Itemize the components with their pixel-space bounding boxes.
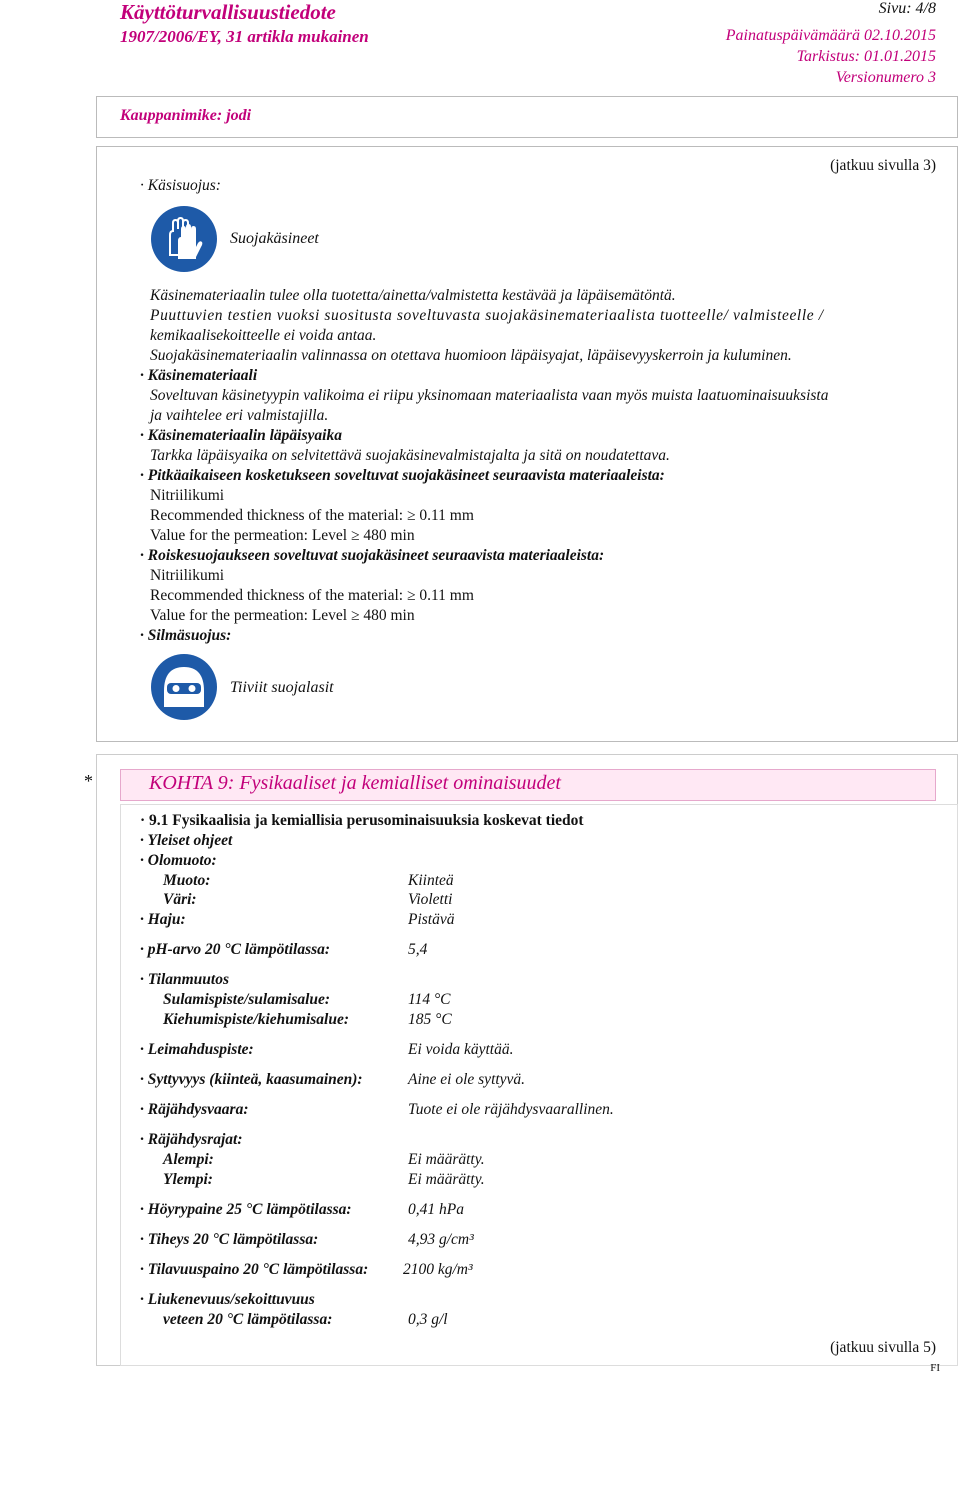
lower-limit-label: Alempi: — [163, 1151, 214, 1168]
section-9-header — [120, 769, 936, 801]
ph-label: · pH-arvo 20 °C lämpötilassa: — [140, 941, 331, 958]
splash-permeation: Value for the permeation: Level ≥ 480 min — [150, 607, 415, 624]
melting-point-label: Sulamispiste/sulamisalue: — [163, 991, 331, 1008]
long-contact-material: Nitriilikumi — [150, 487, 225, 504]
general-info-label: · Yleiset ohjeet — [140, 832, 233, 849]
explosion-hazard-value: Tuote ei ole räjähdysvaarallinen. — [408, 1101, 614, 1118]
form-label: Muoto: — [163, 872, 211, 889]
boiling-point-value: 185 °C — [408, 1011, 452, 1028]
document-title: Käyttöturvallisuustiedote — [120, 0, 336, 24]
water-solubility-value: 0,3 g/l — [408, 1311, 448, 1328]
hand-text-2a: Puuttuvien testien vuoksi suositusta soveltuvasta suojakäsinemateriaalista tuotteelle/ valmisteelle / — [150, 307, 824, 324]
flammability-label: · Syttyvyys (kiinteä, kaasumainen): — [140, 1071, 363, 1088]
splash-thickness: Recommended thickness of the material: ≥ 0.11 mm — [150, 587, 474, 604]
glove-material-label: · Käsinemateriaali — [140, 367, 258, 384]
density-value: 4,93 g/cm³ — [408, 1231, 474, 1248]
permeation-text: Tarkka läpäisyaika on selvitettävä suojakäsinevalmistajalta ja sitä on noudatettava. — [150, 447, 670, 464]
splash-label: · Roiskesuojaukseen soveltuvat suojakäsineet seuraavista materiaaleista: — [140, 547, 605, 564]
upper-limit-value: Ei määrätty. — [408, 1171, 485, 1188]
hand-text-1: Käsinemateriaalin tulee olla tuotetta/ainetta/valmistetta kestävää ja läpäisemätöntä. — [150, 287, 676, 304]
ph-value: 5,4 — [408, 941, 428, 958]
section-9-1-heading: · 9.1 Fysikaalisia ja kemiallisia perusominaisuuksia koskevat tiedot — [140, 812, 584, 829]
change-marker: * — [84, 771, 93, 791]
language-code: FI — [930, 1362, 940, 1374]
continued-from: (jatkuu sivulla 3) — [830, 157, 936, 174]
explosion-limits-label: · Räjähdysrajat: — [140, 1131, 243, 1148]
color-value: Violetti — [408, 891, 453, 908]
flash-point-value: Ei voida käyttää. — [408, 1041, 514, 1058]
continued-to: (jatkuu sivulla 5) — [830, 1339, 936, 1356]
section-9-title: KOHTA 9: Fysikaaliset ja kemialliset ominaisuudet — [149, 772, 561, 794]
boiling-point-label: Kiehumispiste/kiehumisalue: — [163, 1011, 350, 1028]
water-solubility-label: veteen 20 °C lämpötilassa: — [163, 1311, 333, 1328]
lower-limit-value: Ei määrätty. — [408, 1151, 485, 1168]
hand-text-3: Suojakäsinemateriaalin valinnassa on otettava huomioon läpäisyajat, läpäisevyyskerroin ja kuluminen. — [150, 347, 792, 364]
vapour-pressure-value: 0,41 hPa — [408, 1201, 464, 1218]
long-contact-label: · Pitkäaikaiseen kosketukseen soveltuvat suojakäsineet seuraavista materiaaleista: — [140, 467, 665, 484]
splash-material: Nitriilikumi — [150, 567, 225, 584]
goggles-caption: Tiiviit suojalasit — [230, 679, 334, 696]
odour-value: Pistävä — [408, 911, 455, 928]
print-date: Painatuspäivämäärä 02.10.2015 — [725, 27, 936, 44]
form-value: Kiinteä — [408, 872, 454, 889]
density-label: · Tiheys 20 °C lämpötilassa: — [140, 1231, 319, 1248]
long-contact-thickness: Recommended thickness of the material: ≥ 0.11 mm — [150, 507, 474, 524]
gloves-icon — [150, 205, 218, 273]
regulation-reference: 1907/2006/EY, 31 artikla mukainen — [120, 27, 369, 46]
vapour-pressure-label: · Höyrypaine 25 °C lämpötilassa: — [140, 1201, 352, 1218]
phase-change-label: · Tilanmuutos — [140, 971, 230, 988]
hand-text-2b: kemikaalisekoitteelle ei voida antaa. — [150, 327, 377, 344]
hand-protection-label: · Käsisuojus: — [140, 177, 221, 194]
goggles-icon — [150, 653, 218, 721]
revision-date: Tarkistus: 01.01.2015 — [796, 48, 936, 65]
appearance-label: · Olomuoto: — [140, 852, 217, 869]
solubility-label: · Liukenevuus/sekoittuvuus — [140, 1291, 315, 1308]
glove-material-text-b: ja vaihtelee eri valmistajilla. — [150, 407, 329, 424]
explosion-hazard-label: · Räjähdysvaara: — [140, 1101, 249, 1118]
long-contact-permeation: Value for the permeation: Level ≥ 480 min — [150, 527, 415, 544]
upper-limit-label: Ylempi: — [163, 1171, 213, 1188]
flash-point-label: · Leimahduspiste: — [140, 1041, 254, 1058]
color-label: Väri: — [163, 891, 197, 908]
melting-point-value: 114 °C — [408, 991, 451, 1008]
eye-protection-label: · Silmäsuojus: — [140, 627, 232, 644]
trade-name: Kauppanimike: jodi — [120, 107, 252, 124]
page-number: Sivu: 4/8 — [878, 0, 936, 17]
flammability-value: Aine ei ole syttyvä. — [408, 1071, 526, 1088]
glove-material-text-a: Soveltuvan käsinetyypin valikoima ei riipu yksinomaan materiaalista vaan myös muista laatuominaisuuksista — [150, 387, 829, 404]
permeation-label: · Käsinemateriaalin läpäisyaika — [140, 427, 342, 444]
version-number: Versionumero 3 — [835, 69, 936, 86]
bulk-density-value: 2100 kg/m³ — [403, 1261, 473, 1278]
odour-label: · Haju: — [140, 911, 186, 928]
bulk-density-label: · Tilavuuspaino 20 °C lämpötilassa: — [140, 1261, 369, 1278]
gloves-caption: Suojakäsineet — [230, 230, 319, 247]
